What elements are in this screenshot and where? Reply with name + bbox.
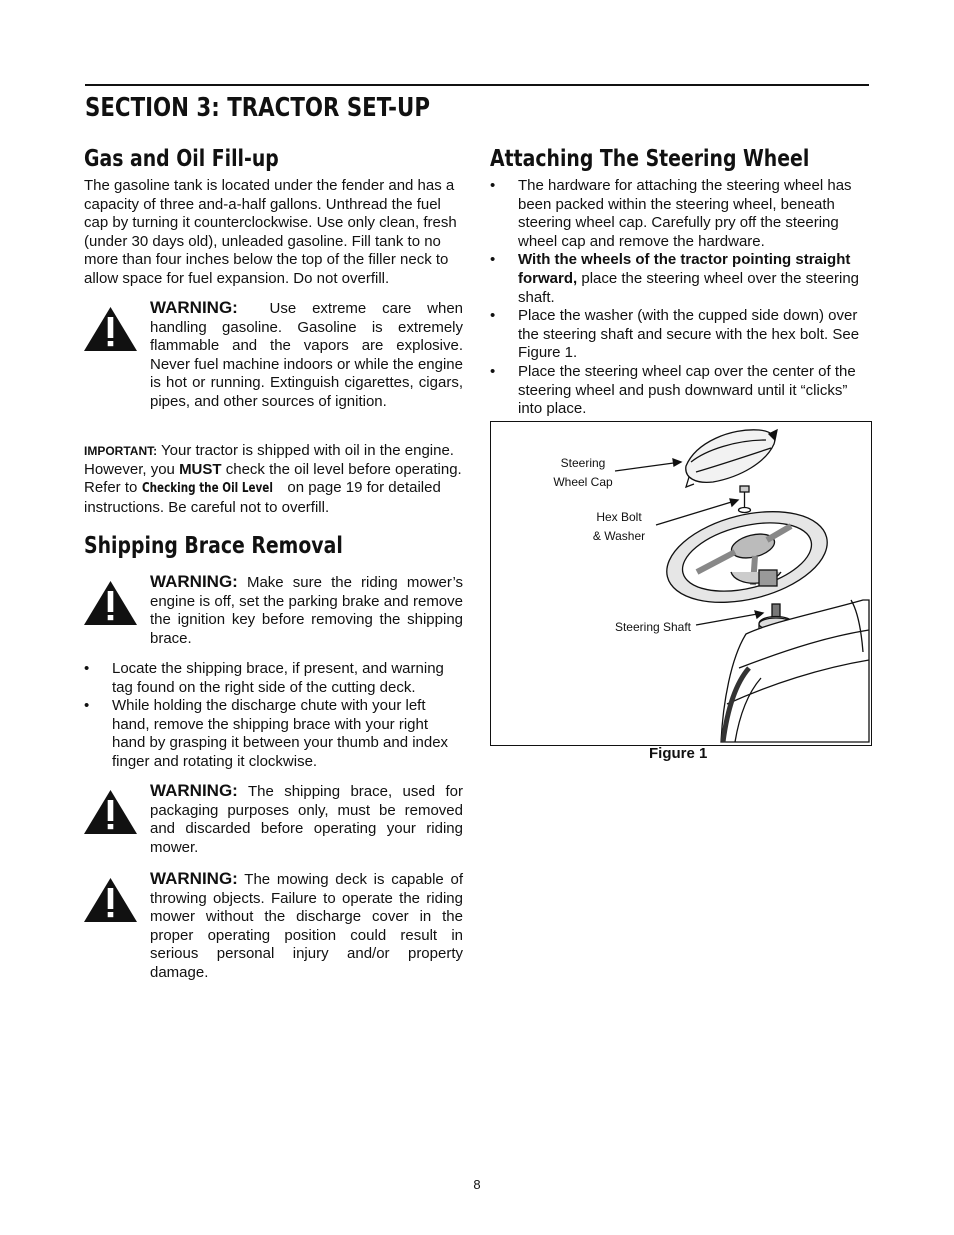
shipping-steps: [84, 660, 463, 772]
list-item: [490, 251, 870, 307]
mowing-deck-warning: [84, 870, 463, 985]
warning-body: The mowing deck is capable of throwing objects. Failure to operate the riding mower without the discharge cover in the proper operating position could result in serious personal injury and/or property damage.: [150, 871, 463, 981]
section-title: SECTION 3: TRACTOR SET-UP: [85, 93, 430, 123]
warning-text: [150, 782, 463, 857]
shipping-heading: Shipping Brace Removal: [84, 533, 343, 559]
list-item: • Place the washer (with the cupped side down) over the steering shaft and secure with the hex bolt. See Figure 1.: [490, 307, 870, 363]
gas-oil-intro: The gasoline tank is located under the fender and has a capacity of three and-a-half gallons. Unthread the fuel cap by turning it counterclockwise. Use only clean, fresh (under 30 days old), unleaded gasoline. Fill tank to no more than four inches below the top of the filler neck to allow space for fuel expansion. Do not overfill.: [84, 177, 457, 287]
label-line: Wheel Cap: [553, 475, 613, 489]
label-line: & Washer: [592, 529, 646, 543]
label-line: Hex Bolt: [596, 510, 642, 524]
warning-triangle-icon: [84, 307, 137, 351]
important-label: IMPORTANT:: [84, 444, 158, 458]
label-steering-wheel-cap: [543, 454, 623, 492]
warning-text: [150, 573, 463, 648]
warning-label: WARNING:: [150, 298, 238, 317]
warning-triangle-icon: [84, 878, 137, 922]
warning-triangle-icon: [84, 790, 137, 834]
important-text: Your tractor is shipped with oil in the engine. However, you: [84, 442, 454, 478]
emphasis-text: With the wheels of the tractor pointing straight forward,: [518, 251, 851, 287]
warning-text: [150, 870, 463, 983]
important-note: [84, 442, 463, 517]
warning-label: WARNING:: [150, 869, 238, 888]
warning-label: WARNING:: [150, 572, 238, 591]
steering-steps: [490, 177, 870, 419]
warning-body: Make sure the riding mower’s engine is off, set the parking brake and remove the ignition key before removing the shipping brace.: [150, 574, 464, 647]
label-line: Steering: [560, 456, 606, 470]
warning-body: Use extreme care when handling gasoline. Gasoline is extremely flammable and the vapors are explosive. Never fuel machine indoors or while the engine is hot or running. Extinguish cigarettes, cigars, pipes, and other sources of ignition.: [150, 300, 464, 410]
label-steering-shaft: Steering Shaft: [614, 620, 692, 634]
page-number: 8: [473, 1177, 481, 1192]
shipping-warning: [84, 573, 463, 653]
warning-triangle-icon: [84, 581, 137, 625]
shipping-brace-warning: [84, 782, 463, 862]
warning-text: [150, 299, 463, 412]
list-item: • The hardware for attaching the steering wheel has been packed within the steering wheel, beneath steering wheel cap. Carefully pry off the steering wheel cap and remove the hardware.: [490, 177, 870, 251]
top-rule: [85, 84, 869, 86]
gas-oil-heading: Gas and Oil Fill-up: [84, 146, 279, 172]
warning-label: WARNING:: [150, 781, 238, 800]
list-item: • Place the steering wheel cap over the center of the steering wheel and push downward until it “clicks” into place.: [490, 363, 870, 419]
important-text-3: on page 19 for detailed instructions. Be careful not to overfill.: [84, 479, 441, 516]
gasoline-warning: [84, 299, 463, 435]
figure-caption: Figure 1: [649, 745, 708, 762]
warning-body: The shipping brace, used for packaging purposes only, must be removed and discarded before operating your riding mower.: [150, 783, 463, 856]
steering-heading: Attaching The Steering Wheel: [490, 146, 810, 172]
figure-1: [490, 421, 872, 746]
label-hex-bolt-washer: [583, 508, 655, 546]
important-text-2: check the oil level before operating. Refer to: [84, 460, 462, 497]
important-must: MUST: [179, 460, 222, 478]
list-item: • While holding the discharge chute with your left hand, remove the shipping brace with your right hand by grasping it between your thumb and index finger and rotating it clockwise.: [84, 697, 463, 771]
list-item: • Locate the shipping brace, if present, and warning tag found on the right side of the cutting deck.: [84, 660, 463, 697]
oil-level-reference: Checking the Oil Level: [141, 481, 273, 497]
list-item-text: place the steering wheel over the steering shaft.: [518, 269, 860, 306]
